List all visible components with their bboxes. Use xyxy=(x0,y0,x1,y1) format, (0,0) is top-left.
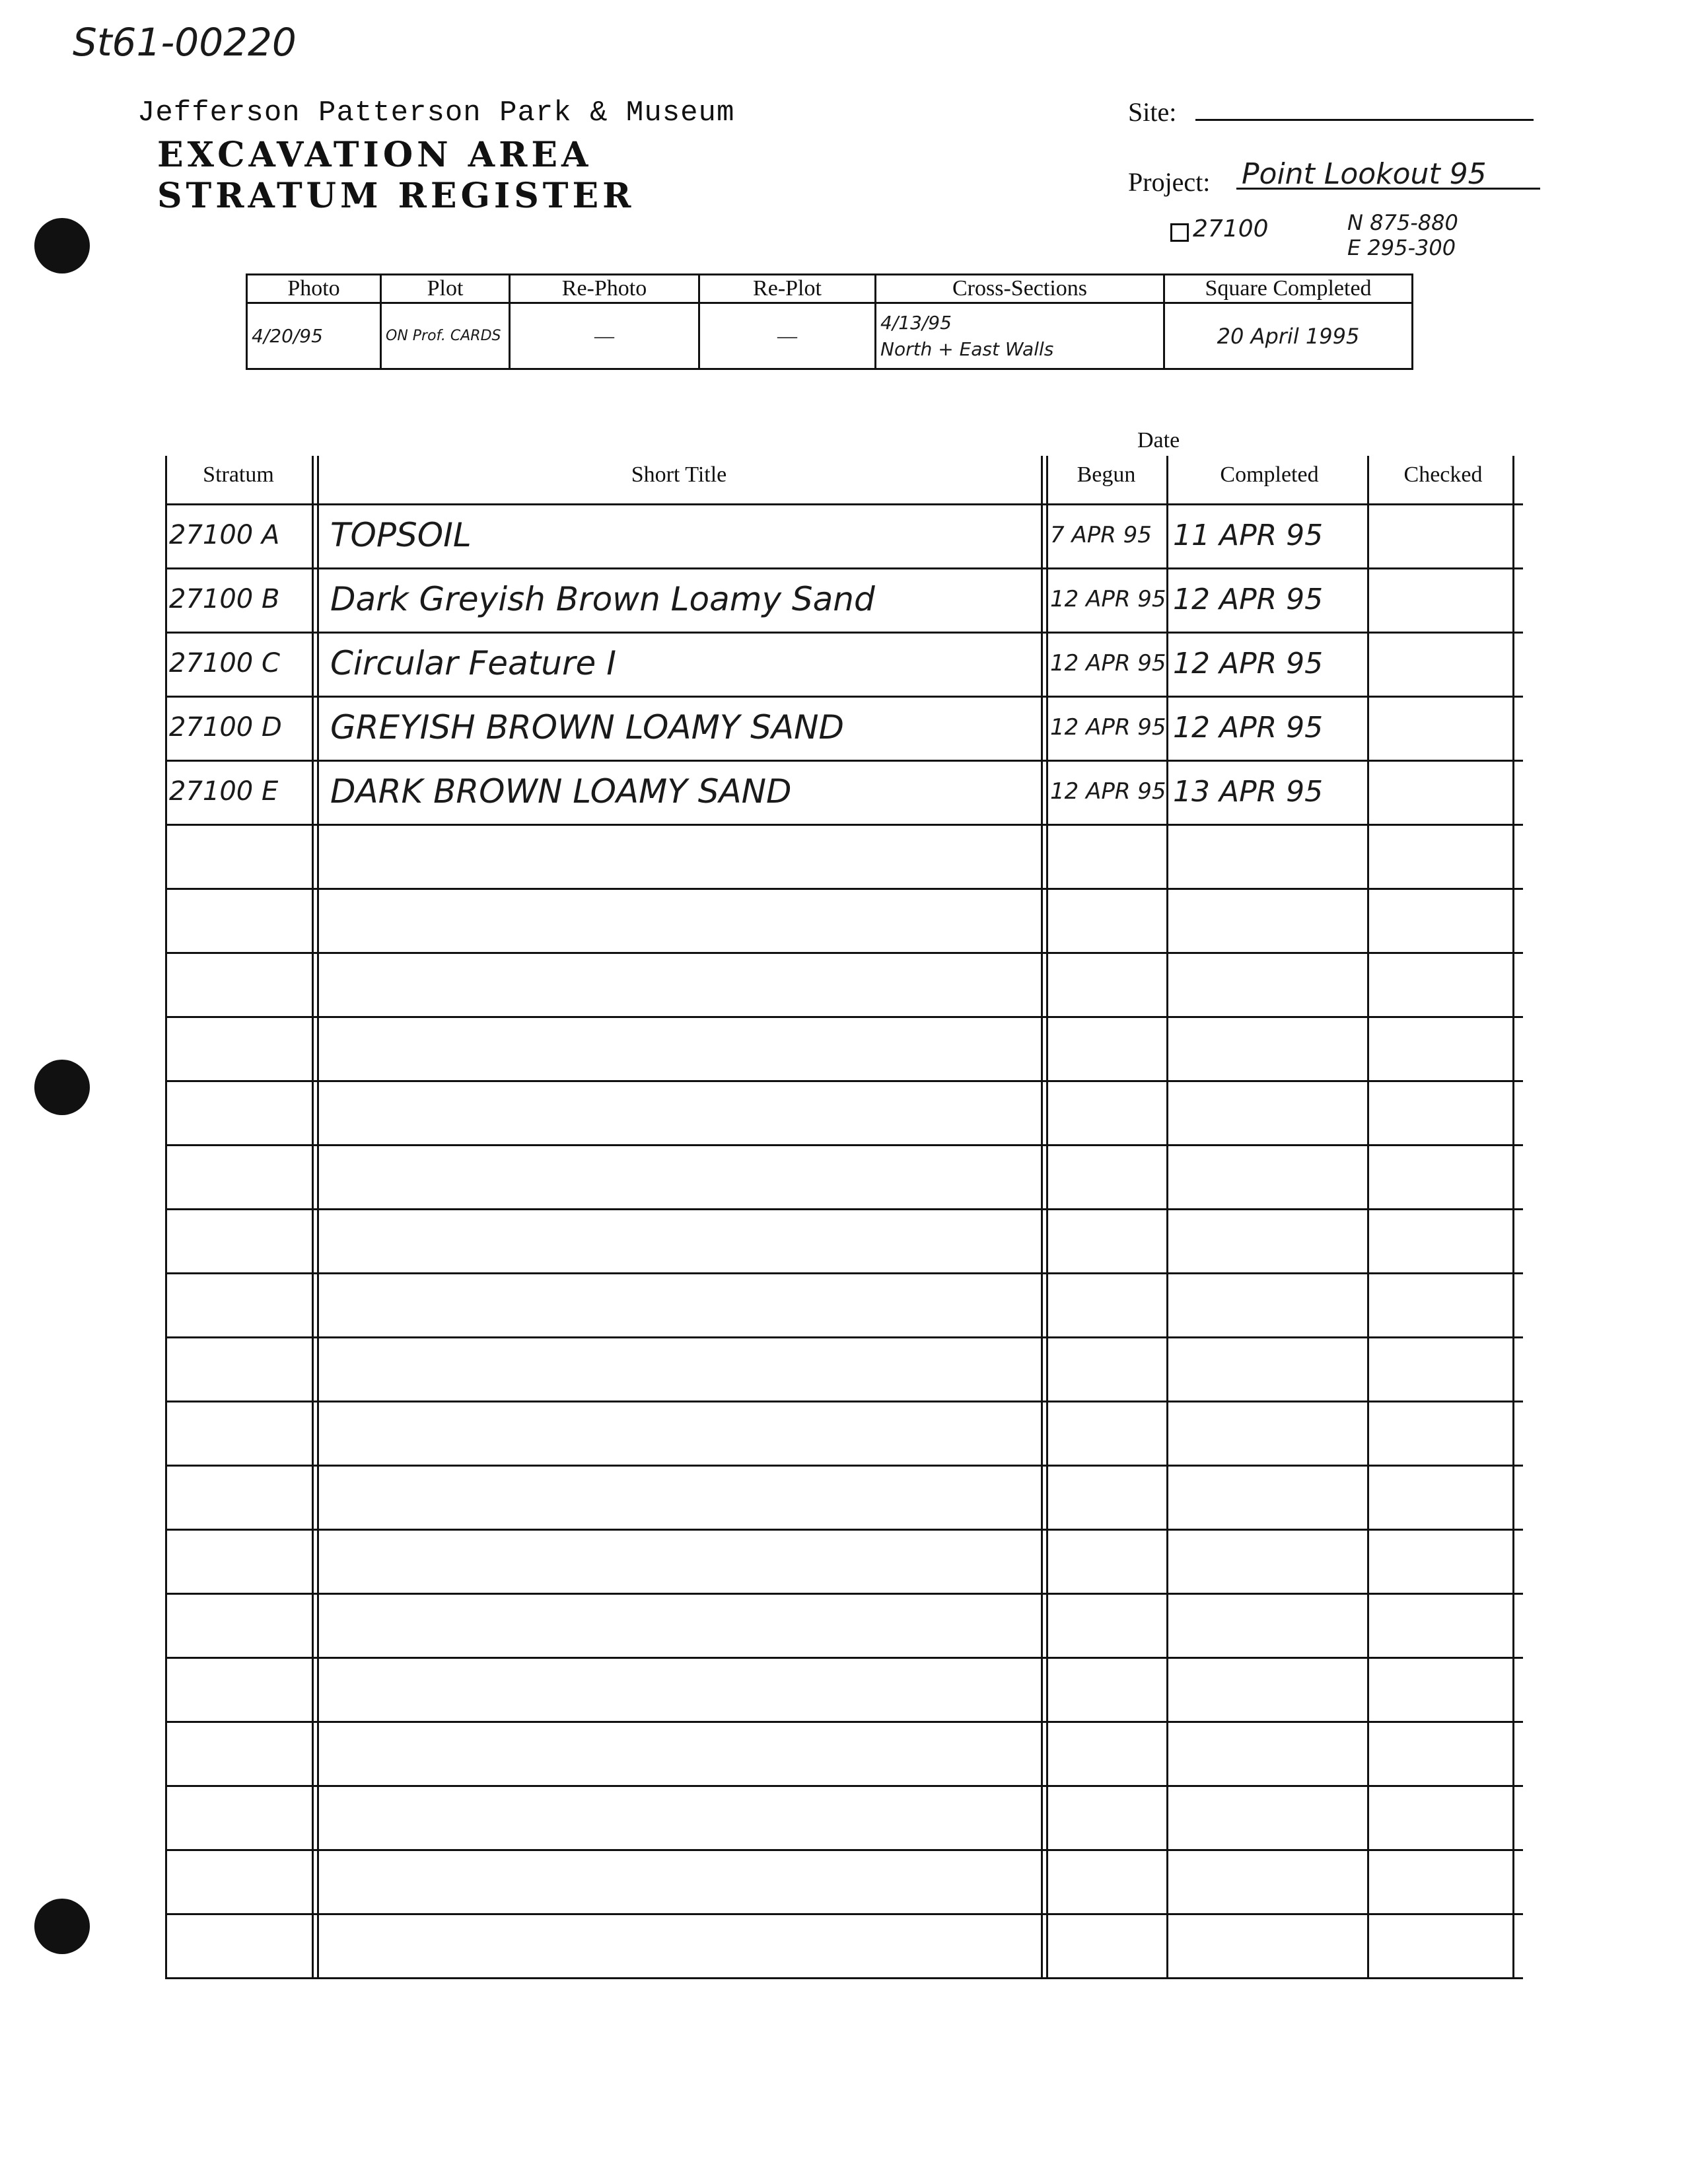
register-cell-title: DARK BROWN LOAMY SAND xyxy=(330,772,792,811)
project-value: Point Lookout 95 xyxy=(1242,157,1487,191)
short-title-header: Short Title xyxy=(631,462,727,487)
photo-header: Photo xyxy=(247,275,381,303)
column-rule xyxy=(165,456,167,1977)
register-cell-checked xyxy=(1372,632,1511,695)
register-cell-begun: 7 APR 95 xyxy=(1050,522,1152,548)
column-rule xyxy=(1512,456,1514,1977)
column-rule xyxy=(312,456,314,1977)
binder-hole xyxy=(34,1899,90,1954)
row-rule xyxy=(165,1016,1523,1018)
form-title-line1: EXCAVATION AREA xyxy=(157,135,592,175)
row-rule xyxy=(165,1401,1523,1402)
register-cell-begun: 12 APR 95 xyxy=(1050,714,1166,741)
column-rule xyxy=(1166,456,1168,1977)
register-cell-begun: 12 APR 95 xyxy=(1050,586,1166,612)
register-cell-stratum: 27100 A xyxy=(169,520,280,550)
stratum-header: Stratum xyxy=(203,462,274,487)
register-cell-begun: 12 APR 95 xyxy=(1050,650,1166,676)
column-rule xyxy=(1367,456,1369,1977)
register-cell-checked xyxy=(1372,567,1511,631)
register-cell-title: GREYISH BROWN LOAMY SAND xyxy=(330,708,845,746)
site-field[interactable] xyxy=(1195,119,1534,121)
column-rule xyxy=(1041,456,1043,1977)
square-completed-header: Square Completed xyxy=(1164,275,1413,303)
document-id: St61-00220 xyxy=(73,20,297,65)
register-cell-completed: 12 APR 95 xyxy=(1173,582,1324,616)
register-cell-checked xyxy=(1372,503,1511,567)
row-rule xyxy=(165,1977,1523,1979)
row-rule xyxy=(165,1144,1523,1146)
binder-hole xyxy=(34,218,90,273)
register-cell-checked xyxy=(1372,760,1511,823)
re-photo-header: Re-Photo xyxy=(510,275,699,303)
register-cell-title: TOPSOIL xyxy=(330,516,472,554)
record-table xyxy=(246,273,1413,370)
project-label: Project: xyxy=(1128,167,1211,197)
register-cell-completed: 12 APR 95 xyxy=(1173,710,1324,745)
row-rule xyxy=(165,1529,1523,1531)
binder-hole xyxy=(34,1060,90,1115)
row-rule xyxy=(165,1721,1523,1723)
begun-header: Begun xyxy=(1077,462,1136,487)
completed-header: Completed xyxy=(1220,462,1319,487)
date-group-header: Date xyxy=(1137,428,1180,453)
square-checkbox[interactable] xyxy=(1170,223,1189,242)
re-plot-header: Re-Plot xyxy=(699,275,876,303)
row-rule xyxy=(165,1849,1523,1851)
row-rule xyxy=(165,1465,1523,1467)
institution-name: Jefferson Patterson Park & Museum xyxy=(137,96,735,129)
re-plot-value: — xyxy=(699,303,876,369)
row-rule xyxy=(165,952,1523,954)
row-rule xyxy=(165,1657,1523,1659)
row-rule xyxy=(165,1208,1523,1210)
row-rule xyxy=(165,1272,1523,1274)
site-label: Site: xyxy=(1128,97,1177,127)
register-cell-begun: 12 APR 95 xyxy=(1050,778,1166,805)
cross-sections-header: Cross-Sections xyxy=(876,275,1164,303)
register-cell-completed: 12 APR 95 xyxy=(1173,646,1324,680)
register-cell-completed: 13 APR 95 xyxy=(1173,774,1324,809)
square-completed-value: 20 April 1995 xyxy=(1164,303,1413,369)
cross-sections-date: 4/13/95 xyxy=(880,311,952,334)
register-cell-title: Circular Feature I xyxy=(330,644,616,682)
re-photo-value: — xyxy=(510,303,699,369)
plot-value: ON Prof. CARDS xyxy=(381,303,510,369)
row-rule xyxy=(165,1336,1523,1338)
row-rule xyxy=(165,1080,1523,1082)
register-cell-stratum: 27100 C xyxy=(169,648,280,678)
register-cell-checked xyxy=(1372,696,1511,759)
register-cell-stratum: 27100 E xyxy=(169,776,279,807)
register-cell-completed: 11 APR 95 xyxy=(1173,518,1324,552)
cross-sections-value xyxy=(876,303,1164,369)
register-cell-stratum: 27100 B xyxy=(169,584,280,614)
register-cell-stratum: 27100 D xyxy=(169,712,282,743)
row-rule xyxy=(165,888,1523,890)
row-rule xyxy=(165,1593,1523,1595)
project-field-line xyxy=(1236,188,1540,190)
checked-header: Checked xyxy=(1403,462,1483,487)
column-rule xyxy=(1046,456,1048,1977)
column-rule xyxy=(317,456,319,1977)
plot-header: Plot xyxy=(381,275,510,303)
photo-value: 4/20/95 xyxy=(247,303,381,369)
row-rule xyxy=(165,824,1523,826)
row-rule xyxy=(165,1785,1523,1787)
form-title-line2: STRATUM REGISTER xyxy=(157,176,635,216)
register-cell-title: Dark Greyish Brown Loamy Sand xyxy=(330,580,875,618)
grid-easting: E 295-300 xyxy=(1347,235,1456,260)
square-number: 27100 xyxy=(1193,215,1269,242)
grid-northing: N 875-880 xyxy=(1347,210,1458,235)
row-rule xyxy=(165,1913,1523,1915)
cross-sections-note: North + East Walls xyxy=(880,338,1054,360)
